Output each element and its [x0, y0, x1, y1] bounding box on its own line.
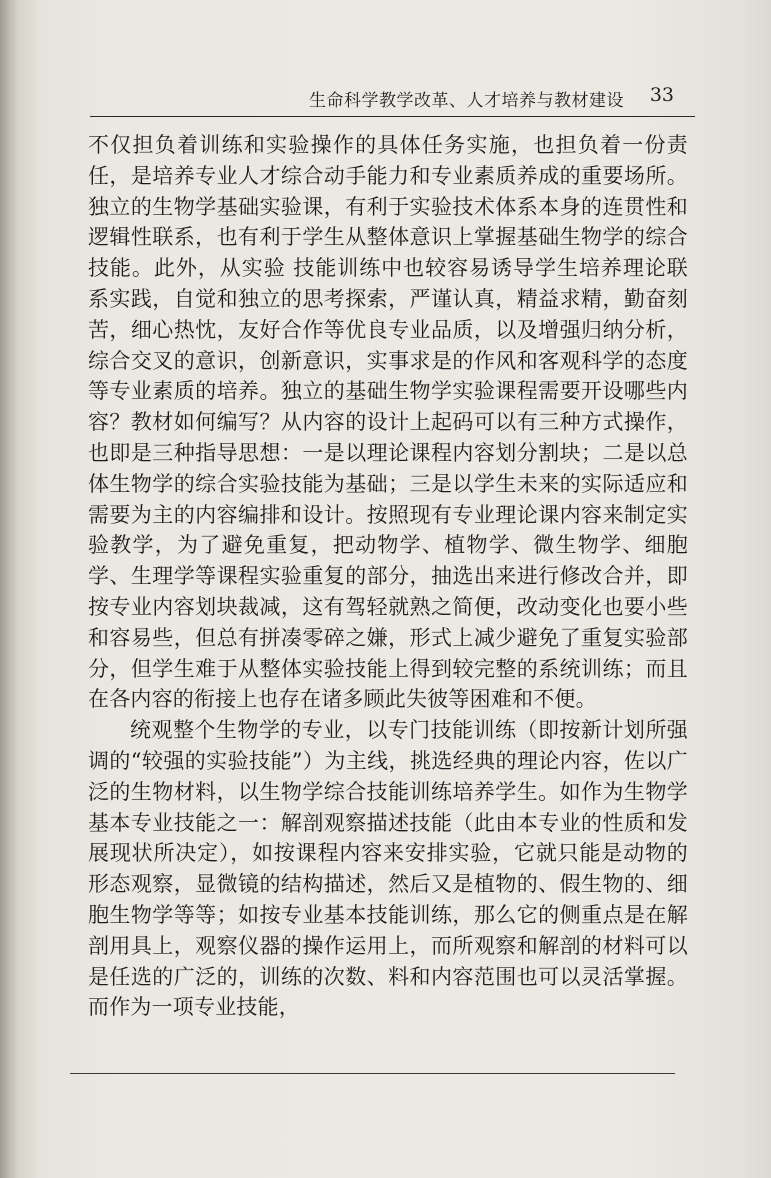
paragraph-1: 不仅担负着训练和实验操作的具体任务实施，也担负着一份责任，是培养专业人才综合动手能力和专业素质养成的重要场所。独立的生物学基础实验课，有利于实验技术体系本身的连贯性和逻辑性联系，也有利于学生从整体意识上掌握基础生物学的综合技能。此外，从实验 技能训练中也较容易诱导学生培养理论联系实践，自觉和独立的思考探索，严谨认真，精益求精，勤奋刻苦，细心热忱，友好合作等优良专业品质，以及增强归纳分析，综合交叉的意识，创新意识，实事求是的作风和客观科学的态度等专业素质的培养。独立的基础生物学实验课程需要开设哪些内容？教材如何编写？从内容的设计上起码可以有三种方式操作，也即是三种指导思想：一是以理论课程内容划分割块；二是以总体生物学的综合实验技能为基础；三是以学生未来的实际适应和需要为主的内容编排和设计。按照现有专业理论课内容来制定实验教学，为了避免重复，把动物学、植物学、微生物学、细胞学、生理学等课程实验重复的部分，抽选出来进行修改合并，即按专业内容划块裁减，这有驾轻就熟之简便，改动变化也要小些和容易些，但总有拼凑零碎之嫌，形式上减少避免了重复实验部分，但学生难于从整体实验技能上得到较完整的系统训练；而且在各内容的衔接上也存在诸多顾此失彼等困难和不便。: [88, 133, 688, 712]
body-text: [88, 130, 688, 1023]
running-header: [90, 82, 690, 112]
paragraph-2: 统观整个生物学的专业，以专门技能训练（即按新计划所强调的“较强的实验技能”）为主线，挑选经典的理论内容，佐以广泛的生物材料，以生物学综合技能训练培养学生。如作为生物学基本专业技能之一：解剖观察描述技能（此由本专业的性质和发展现状所决定），如按课程内容来安排实验，它就只能是动物的形态观察，显微镜的结构描述，然后又是植物的、假生物的、细胞生物学等等；如按专业基本技能训练，那么它的侧重点是在解剖用具上，观察仪器的操作运用上，而所观察和解剖的材料可以是任选的广泛的，训练的次数、料和内容范围也可以灵活掌握。而作为一项专业技能，: [88, 718, 688, 1020]
header-title: 生命科学教学改革、人才培养与教材建设: [309, 91, 624, 111]
footer-rule: [70, 1073, 675, 1074]
page-gutter-shadow: [0, 0, 18, 1178]
header-rule: [90, 116, 695, 117]
page-number: 33: [649, 84, 674, 106]
